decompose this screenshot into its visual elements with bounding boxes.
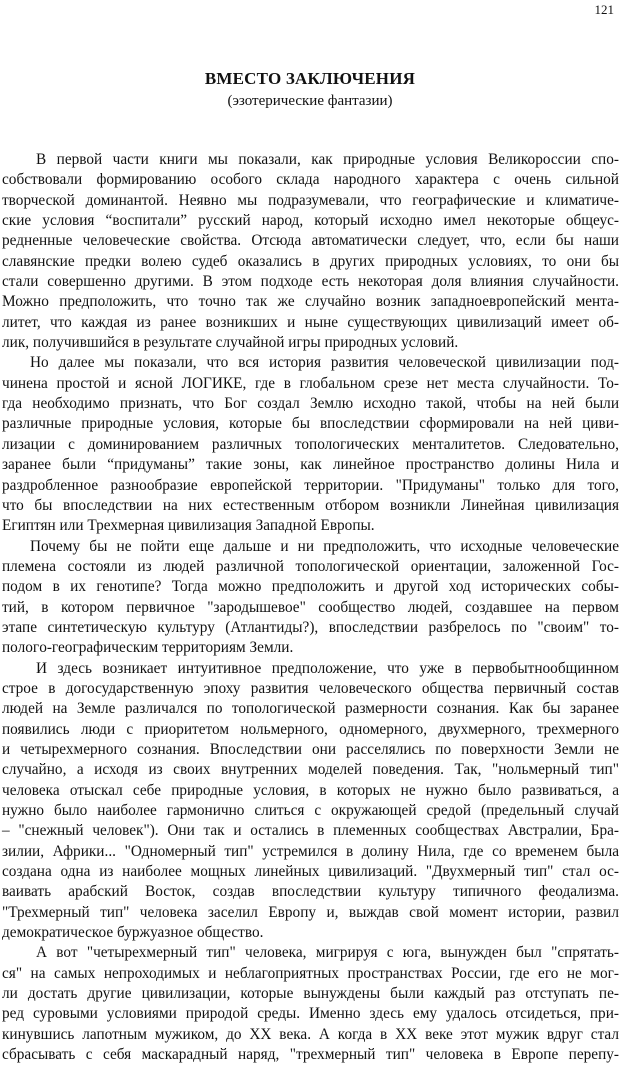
text-line: литет, что каждая из ранее возникших и ныне существующих цивилизаций имеет об- — [2, 313, 619, 331]
text-line: А вот "четырехмерный тип" человека, мигрируя с юга, вынужден был "спрятать- — [36, 944, 619, 962]
text-line: творческой доминантой. Неявно мы подразумевали, что географические и климатиче- — [2, 191, 619, 209]
text-line: и четырехмерного сознания. Впоследствии они расселялись по поверхности Земли не — [2, 740, 619, 758]
text-line: ся" на самых непроходимых и неблагоприятных пространствах России, где его не мог- — [2, 964, 619, 982]
chapter-subtitle: (эзотерические фантазии) — [227, 93, 393, 109]
text-line: пологo-географическим территориям Земли. — [2, 639, 294, 657]
text-line: сбрасывать с себя маскарадный наряд, "трехмерный тип" человека в Европе перепу- — [2, 1046, 619, 1064]
text-line: собствовали формированию особого склада народного характера с очень сильной — [2, 171, 619, 189]
text-line: ские условия “воспитали” русский народ, который исходно имел некоторые общеус- — [2, 212, 619, 230]
text-line: И здесь возникает интуитивное предположение, что уже в первобытнообщинном — [36, 659, 619, 677]
text-line: создана одна из наиболее мощных линейных цивилизаций. "Двухмерный тип" стал ос- — [2, 863, 619, 881]
text-line: Но далее мы показали, что вся история развития человеческой цивилизации под- — [30, 354, 619, 372]
text-line: этапе синтетическую культуру (Атлантиды?), впоследствии разбрелось по "своим" то- — [2, 618, 619, 636]
text-line: ваивать арабский Восток, создав впоследствии культуру типичного феодализма. — [2, 883, 619, 901]
text-line: что бы впоследствии на них естественным отбором возникли Линейная цивилизация — [2, 496, 619, 514]
text-line: Египтян или Трехмерная цивилизация Западной Европы. — [2, 517, 375, 535]
text-line: людей на Земле различался по топологической размерности сознания. Как бы заранее — [2, 700, 619, 718]
text-line: Почему бы не пойти еще дальше и ни предположить, что исходные человеческие — [30, 537, 619, 555]
text-line: подом в их генотипе? Тогда можно предположить и другой ход исторических собы- — [2, 578, 619, 596]
text-line: В первой части книги мы показали, как природные условия Великороссии спо- — [36, 151, 619, 168]
text-line: "Трехмерный тип" человека заселил Европу и, выждав свой момент истории, развил — [2, 903, 619, 921]
text-line: ред суровыми условиями природой среды. Именно здесь ему удалось отсидеться, при- — [2, 1005, 619, 1023]
text-line: ли достать другие цивилизации, которые вынуждены были каждый раз отступать пе- — [2, 985, 619, 1003]
body-text — [0, 150, 620, 1065]
text-line: нужно было наиболее гармонично слиться с окружающей средой (предельный случай — [2, 802, 619, 819]
text-line: лик, получившийся в результате случайной игры природных условий. — [2, 334, 459, 352]
text-line: зилии, Африки... "Одномерный тип" устремился в долину Нила, где со временем была — [2, 842, 619, 860]
text-line: редненные человеческие свойства. Отсюда автоматически следует, что, если бы наши — [2, 232, 619, 250]
text-line: – "снежный человек"). Они так и остались в племенных сообществах Австралии, Бра- — [2, 822, 619, 840]
text-line: появились люди с приоритетом нольмерного, одномерного, двухмерного, трехмерного — [2, 720, 619, 738]
text-line: демократическое буржуазное общество. — [2, 924, 264, 942]
text-line: племена состояли из людей различной топологической ориентации, заложенной Гос- — [2, 557, 619, 575]
text-line: строе в догосударственную эпоху развития человеческого общества первичный состав — [2, 679, 619, 697]
text-line: стали совершенно другими. В этом подходе есть некоторая доля влияния случайности. — [2, 273, 619, 291]
text-line: раздробленное разнообразие европейской территории. "Придуманы" только для того, — [2, 476, 619, 494]
text-line: заранее были “придуманы” такие зоны, как линейное пространство долины Нила и — [2, 456, 619, 474]
text-line: Можно предположить, что точно так же случайно возник западноевропейский мента- — [2, 293, 619, 311]
text-line: человека отыскал себе природные условия, в которых не нужно было развиваться, а — [2, 781, 619, 799]
page-number: 121 — [594, 2, 614, 17]
text-line: славянские предки волею судеб оказались в других природных условиях, то они бы — [2, 252, 619, 270]
text-line: лизации с доминированием различных топологических менталитетов. Следовательно, — [2, 435, 619, 453]
text-line: случайно, а исходя из своих внутренних моделей поведения. Так, "нольмерный тип" — [2, 761, 619, 779]
text-line: тий, в котором первичное "зародышевое" сообщество людей, создавшее на первом — [2, 598, 619, 616]
text-line: чинена простой и ясной ЛОГИКЕ, где в глобальном срезе нет места случайности. То- — [2, 374, 619, 392]
chapter-title: ВМЕСТО ЗАКЛЮЧЕНИЯ — [204, 69, 416, 88]
text-line: кинувшись лапотным мужиком, до XX века. А когда в XX веке этот мужик вдруг стал — [2, 1025, 619, 1043]
text-line: различные природные условия, которые бы впоследствии сформировали на ней циви- — [2, 415, 619, 433]
text-line: гда необходимо признать, что Бог создал Землю исходно такой, чтобы на ней были — [2, 395, 619, 413]
